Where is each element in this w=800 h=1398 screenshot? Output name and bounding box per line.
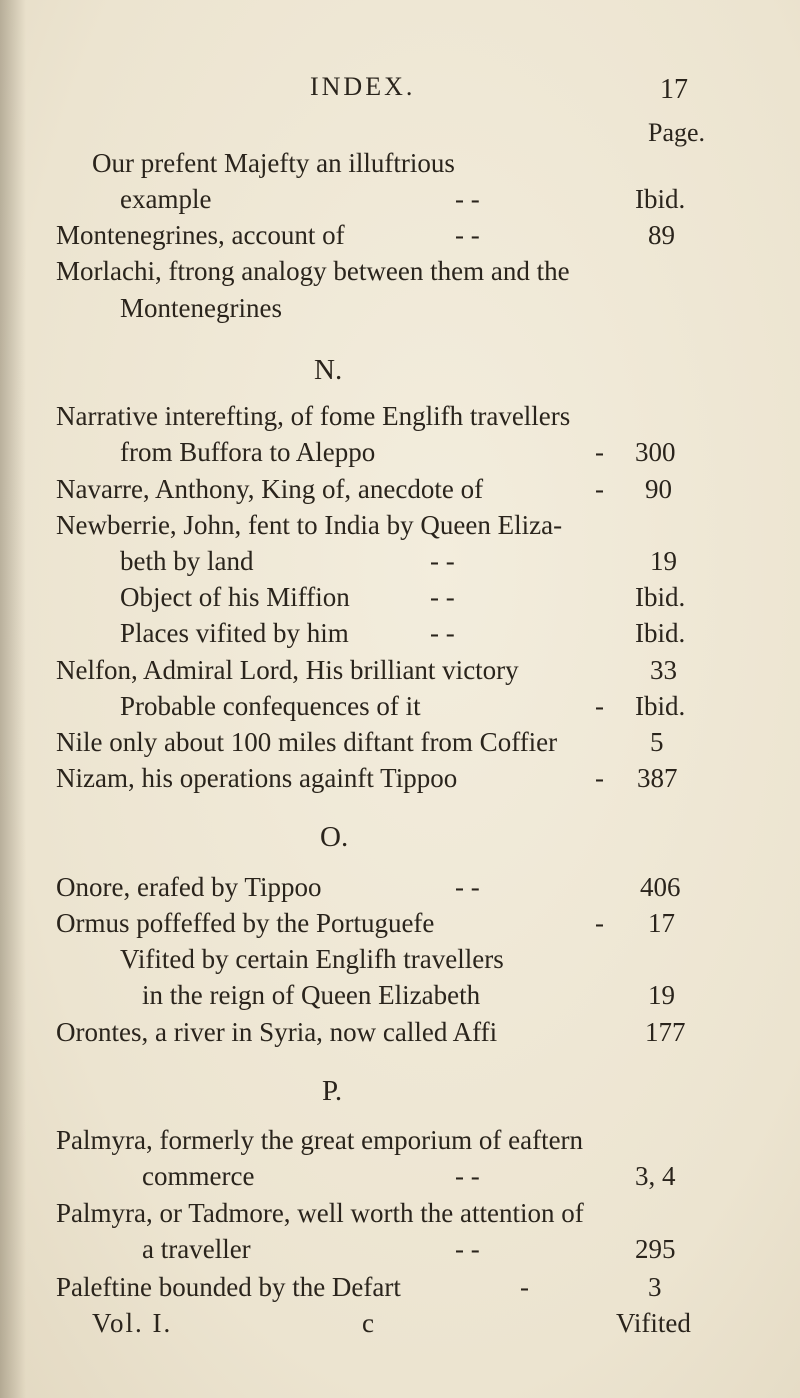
leader-dashes: - - xyxy=(430,618,455,649)
leader-dashes: - xyxy=(595,473,604,504)
index-entry: Navarre, Anthony, King of, anecdote of xyxy=(56,473,484,504)
index-entry: Places vifited by him xyxy=(120,618,349,649)
page-reference: Ibid. xyxy=(635,618,686,649)
page-reference: 406 xyxy=(640,871,681,902)
running-head: INDEX. xyxy=(310,72,416,101)
page-reference: Ibid. xyxy=(635,690,686,721)
page-reference: 33 xyxy=(650,654,677,685)
page-column-label: Page. xyxy=(648,118,706,147)
leader-dashes: - xyxy=(595,437,604,468)
page-reference: 387 xyxy=(637,763,678,794)
index-entry: Narrative interefting, of fome Englifh travellers xyxy=(56,401,571,432)
index-entry: Probable confequences of it xyxy=(120,690,421,721)
leader-dashes: - - xyxy=(430,582,455,613)
index-entry: from Buffora to Aleppo xyxy=(120,437,376,468)
index-entry: Object of his Miffion xyxy=(120,582,350,613)
index-entry: Morlachi, ftrong analogy between them and the xyxy=(56,256,570,287)
page-reference: Ibid. xyxy=(635,184,686,215)
index-entry: Vifited by certain Englifh travellers xyxy=(120,944,504,975)
section-letter-o: O. xyxy=(320,821,349,854)
index-entry: commerce xyxy=(142,1161,255,1192)
index-entry: Nile only about 100 miles diftant from Coffier xyxy=(56,727,558,758)
signature-mark: c xyxy=(362,1307,374,1338)
leader-dashes: - - xyxy=(455,1233,480,1264)
index-entry: Our prefent Majefty an illuftrious xyxy=(92,147,455,178)
page-reference: Ibid. xyxy=(635,582,686,613)
page-reference: 5 xyxy=(650,727,664,758)
page-reference: 295 xyxy=(635,1233,676,1264)
leader-dashes: - xyxy=(595,908,604,939)
index-entry: a traveller xyxy=(142,1233,251,1264)
index-entry: Paleftine bounded by the Defart xyxy=(56,1271,401,1302)
page-reference: 3, 4 xyxy=(635,1161,676,1192)
page-reference: 19 xyxy=(648,980,675,1011)
page-number: 17 xyxy=(660,74,688,105)
index-entry: example xyxy=(120,184,212,215)
spine-shadow xyxy=(0,0,26,1398)
section-letter-p: P. xyxy=(322,1074,343,1107)
page-reference: 19 xyxy=(650,546,677,577)
leader-dashes: - xyxy=(595,763,604,794)
section-letter-n: N. xyxy=(314,354,343,387)
leader-dashes: - - xyxy=(455,871,480,902)
index-entry: Orontes, a river in Syria, now called Affi xyxy=(56,1016,498,1047)
volume-mark: Vol. I. xyxy=(92,1307,173,1338)
index-entry: Newberrie, John, fent to India by Queen Eliza- xyxy=(56,509,563,540)
index-entry: Ormus poffeffed by the Portuguefe xyxy=(56,908,435,939)
leader-dashes: - - xyxy=(455,184,480,215)
index-entry: in the reign of Queen Elizabeth xyxy=(142,980,481,1011)
page-reference: 300 xyxy=(635,437,676,468)
leader-dashes: - - xyxy=(455,220,480,251)
page-reference: 3 xyxy=(648,1271,662,1302)
index-entry: Nizam, his operations againft Tippoo xyxy=(56,763,458,794)
index-entry: Montenegrines, account of xyxy=(56,220,345,251)
leader-dashes: - xyxy=(520,1271,529,1302)
page-reference: 177 xyxy=(645,1016,686,1047)
index-entry: Palmyra, formerly the great emporium of eaftern xyxy=(56,1125,584,1156)
index-entry: Palmyra, or Tadmore, well worth the attention of xyxy=(56,1197,584,1228)
index-entry: Nelfon, Admiral Lord, His brilliant victory xyxy=(56,654,519,685)
index-entry: Montenegrines xyxy=(120,292,282,323)
leader-dashes: - xyxy=(595,690,604,721)
index-entry: beth by land xyxy=(120,546,254,577)
page-reference: 90 xyxy=(645,473,672,504)
index-entry: Onore, erafed by Tippoo xyxy=(56,871,322,902)
leader-dashes: - - xyxy=(430,546,455,577)
page-reference: 89 xyxy=(648,220,675,251)
leader-dashes: - - xyxy=(455,1161,480,1192)
catchword: Vifited xyxy=(616,1307,691,1338)
page-reference: 17 xyxy=(648,908,675,939)
